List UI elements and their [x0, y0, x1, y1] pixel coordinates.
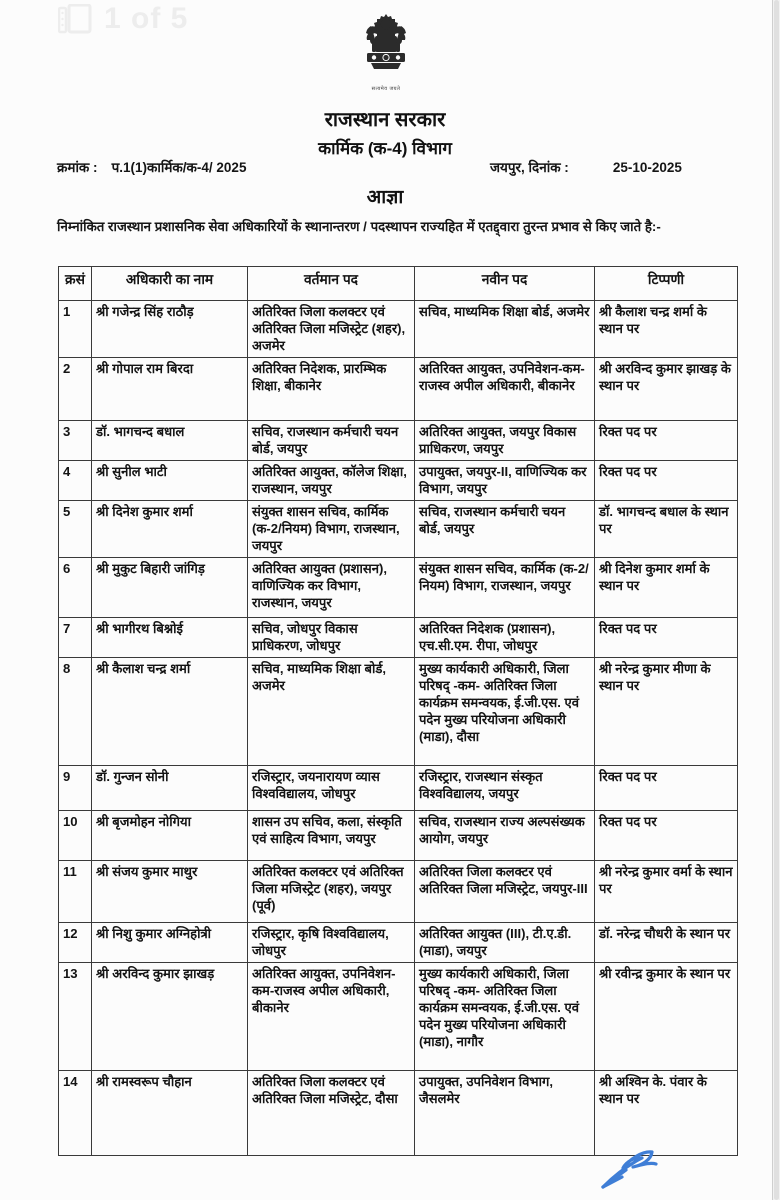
ashoka-emblem [0, 12, 772, 92]
cell-sno: 4 [59, 461, 92, 501]
reference-value: प.1(1)कार्मिक/क-4/ 2025 [111, 160, 247, 175]
cell-current_post: अतिरिक्त आयुक्त (प्रशासन), वाणिज्यिक कर विभाग, राजस्थान, जयपुर [248, 558, 415, 618]
cell-remarks: रिक्त पद पर [595, 811, 738, 861]
cell-remarks: डॉ. भागचन्द बधाल के स्थान पर [595, 501, 738, 558]
cell-sno: 3 [59, 421, 92, 461]
cell-current_post: सचिव, माध्यमिक शिक्षा बोर्ड, अजमेर [248, 658, 415, 766]
cell-remarks: रिक्त पद पर [595, 461, 738, 501]
cell-sno: 9 [59, 766, 92, 811]
cell-sno: 5 [59, 501, 92, 558]
cell-remarks: श्री नरेन्द्र कुमार मीणा के स्थान पर [595, 658, 738, 766]
table-row [59, 923, 738, 963]
cell-current_post: अतिरिक्त आयुक्त, कॉलेज शिक्षा, राजस्थान, जयपुर [248, 461, 415, 501]
cell-new_post: अतिरिक्त जिला कलक्टर एवं अतिरिक्त जिला मजिस्ट्रेट, जयपुर-III [415, 861, 595, 923]
table-row [59, 301, 738, 358]
table-row [59, 811, 738, 861]
cell-sno: 14 [59, 1071, 92, 1156]
cell-remarks: श्री नरेन्द्र कुमार वर्मा के स्थान पर [595, 861, 738, 923]
table-row [59, 461, 738, 501]
government-title: राजस्थान सरकार [324, 109, 446, 131]
place-date [490, 158, 682, 176]
cell-new_post: अतिरिक्त निदेशक (प्रशासन), एच.सी.एम. रीपा, जोधपुर [415, 618, 595, 658]
cell-current_post: अतिरिक्त निदेशक, प्रारम्भिक शिक्षा, बीकानेर [248, 358, 415, 421]
cell-current_post: सचिव, जोधपुर विकास प्राधिकरण, जोधपुर [248, 618, 415, 658]
cell-sno: 10 [59, 811, 92, 861]
reference-number [57, 158, 246, 176]
cell-new_post: मुख्य कार्यकारी अधिकारी, जिला परिषद् -कम- अतिरिक्त जिला कार्यक्रम समन्वयक, ई.जी.एस. एवं पदेन मुख्य परियोजना अधिकारी (माडा), नागौर [415, 963, 595, 1071]
order-title: आज्ञा [366, 187, 404, 208]
cell-sno: 2 [59, 358, 92, 421]
cell-sno: 11 [59, 861, 92, 923]
intro-paragraph: निम्नांकित राजस्थान प्रशासनिक सेवा अधिकारियों के स्थानान्तरण / पदस्थापन राज्यहित में एतद्द्वारा तुरन्त प्रभाव से किए जाते है:- [57, 219, 661, 234]
scrollbar[interactable] [772, 0, 780, 1200]
page-indicator-label: 1 of 5 [104, 2, 189, 35]
cell-current_post: अतिरिक्त जिला कलक्टर एवं अतिरिक्त जिला मजिस्ट्रेट (शहर), अजमेर [248, 301, 415, 358]
table-header-row [59, 267, 738, 301]
cell-name: डॉ. भागचन्द बधाल [92, 421, 248, 461]
cell-current_post: अतिरिक्त कलक्टर एवं अतिरिक्त जिला मजिस्ट्रेट (शहर), जयपुर (पूर्व) [248, 861, 415, 923]
table-row [59, 558, 738, 618]
table-row [59, 358, 738, 421]
reference-label: क्रमांक : [57, 160, 98, 175]
column-header: क्रसं [59, 267, 92, 301]
cell-current_post: अतिरिक्त जिला कलक्टर एवं अतिरिक्त जिला मजिस्ट्रेट, दौसा [248, 1071, 415, 1156]
cell-name: श्री गोपाल राम बिरदा [92, 358, 248, 421]
cell-current_post: रजिस्ट्रार, जयनारायण व्यास विश्वविद्यालय, जोधपुर [248, 766, 415, 811]
cell-new_post: अतिरिक्त आयुक्त (III), टी.ए.डी. (माडा), जयपुर [415, 923, 595, 963]
scrollbar-thumb[interactable] [774, 0, 779, 1200]
cell-new_post: सचिव, राजस्थान राज्य अल्पसंख्यक आयोग, जयपुर [415, 811, 595, 861]
cell-remarks: रिक्त पद पर [595, 421, 738, 461]
cell-name: श्री रामस्वरूप चौहान [92, 1071, 248, 1156]
cell-name: श्री सुनील भाटी [92, 461, 248, 501]
table-row [59, 861, 738, 923]
cell-remarks: श्री रवीन्द्र कुमार के स्थान पर [595, 963, 738, 1071]
cell-new_post: उपायुक्त, उपनिवेशन विभाग, जैसलमेर [415, 1071, 595, 1156]
column-header: वर्तमान पद [248, 267, 415, 301]
cell-new_post: मुख्य कार्यकारी अधिकारी, जिला परिषद् -कम- अतिरिक्त जिला कार्यक्रम समन्वयक, ई.जी.एस. एवं पदेन मुख्य परियोजना अधिकारी (माडा), दौसा [415, 658, 595, 766]
column-header: नवीन पद [415, 267, 595, 301]
cell-sno: 12 [59, 923, 92, 963]
cell-new_post: अतिरिक्त आयुक्त, उपनिवेशन-कम-राजस्व अपील अधिकारी, बीकानेर [415, 358, 595, 421]
cell-new_post: सचिव, माध्यमिक शिक्षा बोर्ड, अजमेर [415, 301, 595, 358]
cell-remarks: रिक्त पद पर [595, 766, 738, 811]
place-date-label: जयपुर, दिनांक : [490, 160, 569, 175]
cell-name: डॉ. गुन्जन सोनी [92, 766, 248, 811]
department-title: कार्मिक (क-4) विभाग [318, 139, 452, 158]
column-header: अधिकारी का नाम [92, 267, 248, 301]
cell-name: श्री भागीरथ बिश्नोई [92, 618, 248, 658]
cell-remarks: श्री दिनेश कुमार शर्मा के स्थान पर [595, 558, 738, 618]
cell-new_post: उपायुक्त, जयपुर-II, वाणिज्यिक कर विभाग, जयपुर [415, 461, 595, 501]
cell-name: श्री बृजमोहन नोगिया [92, 811, 248, 861]
cell-remarks: श्री अरविन्द कुमार झाखड़ के स्थान पर [595, 358, 738, 421]
cell-remarks: श्री अश्विन के. पंवार के स्थान पर [595, 1071, 738, 1156]
table-row [59, 501, 738, 558]
cell-current_post: सचिव, राजस्थान कर्मचारी चयन बोर्ड, जयपुर [248, 421, 415, 461]
column-header: टिप्पणी [595, 267, 738, 301]
cell-current_post: अतिरिक्त आयुक्त, उपनिवेशन-कम-राजस्व अपील अधिकारी, बीकानेर [248, 963, 415, 1071]
cell-sno: 13 [59, 963, 92, 1071]
order-date: 25-10-2025 [612, 160, 682, 175]
cell-name: श्री निशु कुमार अग्निहोत्री [92, 923, 248, 963]
cell-current_post: संयुक्त शासन सचिव, कार्मिक (क-2/नियम) विभाग, राजस्थान, जयपुर [248, 501, 415, 558]
cell-name: श्री कैलाश चन्द्र शर्मा [92, 658, 248, 766]
cell-name: श्री मुकुट बिहारी जांगिड़ [92, 558, 248, 618]
cell-name: श्री गजेन्द्र सिंह राठौड़ [92, 301, 248, 358]
table-row [59, 766, 738, 811]
cell-new_post: अतिरिक्त आयुक्त, जयपुर विकास प्राधिकरण, जयपुर [415, 421, 595, 461]
cell-remarks: श्री कैलाश चन्द्र शर्मा के स्थान पर [595, 301, 738, 358]
cell-sno: 7 [59, 618, 92, 658]
ashoka-emblem-icon [363, 12, 409, 80]
table-row [59, 421, 738, 461]
cell-sno: 6 [59, 558, 92, 618]
transfer-table [58, 266, 738, 1156]
table-row [59, 658, 738, 766]
cell-new_post: सचिव, राजस्थान कर्मचारी चयन बोर्ड, जयपुर [415, 501, 595, 558]
cell-name: श्री अरविन्द कुमार झाखड़ [92, 963, 248, 1071]
table-row [59, 618, 738, 658]
emblem-caption: सत्यमेव जयते [371, 86, 401, 92]
cell-name: श्री संजय कुमार माथुर [92, 861, 248, 923]
cell-current_post: रजिस्ट्रार, कृषि विश्वविद्यालय, जोधपुर [248, 923, 415, 963]
cell-remarks: रिक्त पद पर [595, 618, 738, 658]
cell-sno: 1 [59, 301, 92, 358]
reference-line [57, 158, 737, 178]
cell-new_post: संयुक्त शासन सचिव, कार्मिक (क-2/नियम) विभाग, राजस्थान, जयपुर [415, 558, 595, 618]
transfer-table-body [59, 301, 738, 1156]
table-row [59, 963, 738, 1071]
cell-new_post: रजिस्ट्रार, राजस्थान संस्कृत विश्वविद्यालय, जयपुर [415, 766, 595, 811]
cell-sno: 8 [59, 658, 92, 766]
cell-current_post: शासन उप सचिव, कला, संस्कृति एवं साहित्य विभाग, जयपुर [248, 811, 415, 861]
cell-name: श्री दिनेश कुमार शर्मा [92, 501, 248, 558]
cell-remarks: डॉ. नरेन्द्र चौधरी के स्थान पर [595, 923, 738, 963]
signature-scribble [596, 1134, 678, 1196]
